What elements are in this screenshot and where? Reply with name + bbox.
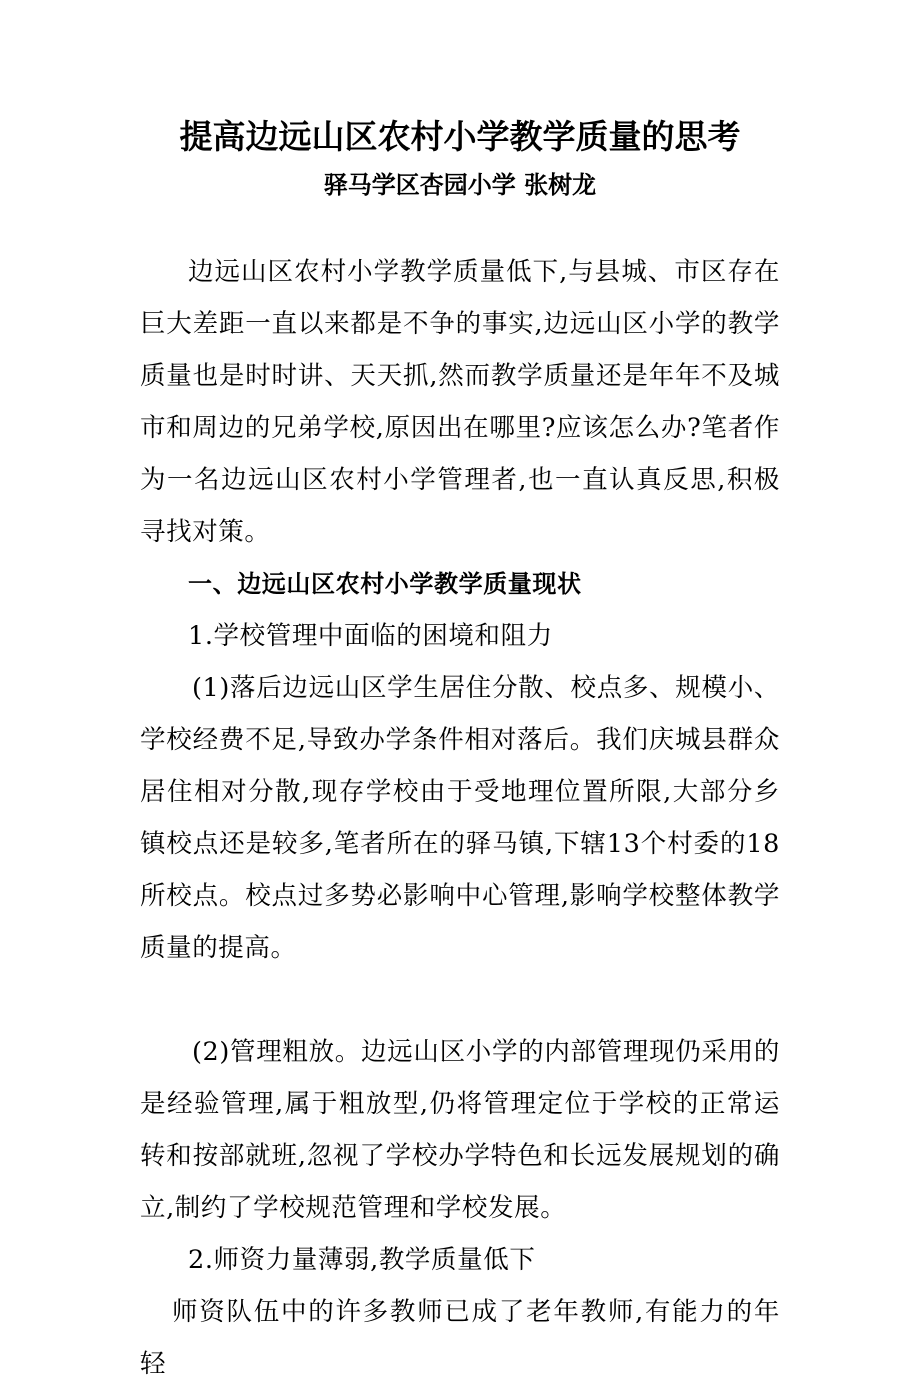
item-paragraph-3: 师资队伍中的许多教师已成了老年教师,有能力的年轻 [140, 1297, 780, 1379]
document-author: 驿马学区杏园小学 张树龙 [323, 171, 597, 199]
document-title: 提高边远山区农村小学教学质量的思考 [179, 117, 741, 156]
subsection-heading-2: 2.师资力量薄弱,教学质量低下 [188, 1245, 536, 1275]
subsection-heading-1: 1.学校管理中面临的困境和阻力 [188, 621, 553, 651]
section-heading-1: 一、边远山区农村小学教学质量现状 [188, 570, 582, 598]
item-paragraph-1: (1)落后边远山区学生居住分散、校点多、规模小、学校经费不足,导致办学条件相对落后。我们庆城县群众居住相对分散,现存学校由于受地理位置所限,大部分乡镇校点还是较多,笔者所在的驿马镇,下辖13个村委的18所校点。校点过多势必影响中心管理,影响学校整体教学质量的提高。 [140, 673, 780, 963]
paragraph-spacer [140, 974, 780, 1026]
intro-paragraph: 边远山区农村小学教学质量低下,与县城、市区存在巨大差距一直以来都是不争的事实,边远山区小学的教学质量也是时时讲、天天抓,然而教学质量还是年年不及城市和周边的兄弟学校,原因出在哪里?应该怎么办?笔者作为一名边远山区农村小学管理者,也一直认真反思,积极寻找对策。 [140, 257, 780, 547]
document-body [140, 246, 780, 1390]
item-paragraph-2: (2)管理粗放。边远山区小学的内部管理现仍采用的是经验管理,属于粗放型,仍将管理定位于学校的正常运转和按部就班,忽视了学校办学特色和长远发展规划的确立,制约了学校规范管理和学校发展。 [140, 1037, 780, 1223]
